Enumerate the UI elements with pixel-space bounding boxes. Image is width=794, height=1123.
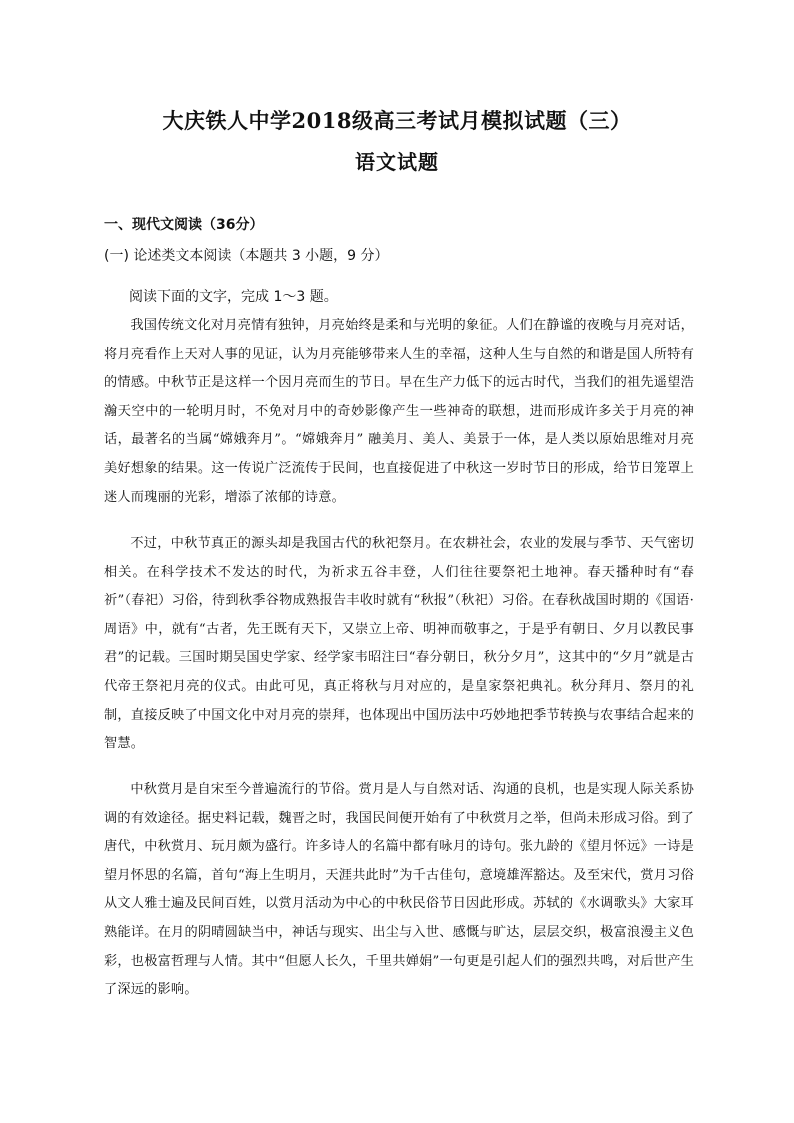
exam-title: 大庆铁人中学2018级高三考试月模拟试题（三） (162, 108, 632, 133)
reading-instruction: 阅读下面的文字，完成 1～3 题。 (129, 289, 338, 305)
passage-paragraph-2: 不过，中秋节真正的源头却是我国古代的秋祀祭月。在农耕社会，农业的发展与季节、天气密切相关。在科学技术不发达的时代，为祈求五谷丰登，人们往往要祭祀土地神。春天播种时有“春祈”（春祀）习俗，待到秋季谷物成熟报告丰收时就有“秋报”（秋祀）习俗。在春秋战国时期的《国语·周语》中，就有“古者，先王既有天下，又崇立上帝、明神而敬事之，于是乎有朝日、夕月以教民事君”的记载。三国时期吴国史学家、经学家韦昭注曰“春分朝日，秋分夕月”，这其中的“夕月”就是古代帝王祭祀月亮的仪式。由此可见，真正将秋与月对应的，是皇家祭祀典礼。秋分拜月、祭月的礼制，直接反映了中国文化中对月亮的崇拜，也体现出中国历法中巧妙地把季节转换与农事结合起来的智慧。 (104, 536, 694, 752)
subsection-heading: (一) 论述类文本阅读（本题共 3 小题，9 分） (104, 248, 389, 264)
section-heading: 一、现代文阅读（36分） (104, 217, 264, 233)
passage-paragraph-3: 中秋赏月是自宋至今普遍流行的节俗。赏月是人与自然对话、沟通的良机，也是实现人际关系协调的有效途径。据史料记载，魏晋之时，我国民间便开始有了中秋赏月之举，但尚未形成习俗。到了唐代，中秋赏月、玩月颇为盛行。许多诗人的名篇中都有咏月的诗句。张九龄的《望月怀远》一诗是望月怀思的名篇，首句“海上生明月，天涯共此时”为千古佳句，意境雄浑豁达。及至宋代，赏月习俗从文人雅士遍及民间百姓，以赏月活动为中心的中秋民俗节日因此形成。苏轼的《水调歌头》大家耳熟能详。在月的阴晴圆缺当中，神话与现实、出尘与入世、感慨与旷达，层层交织，极富浪漫主义色彩，也极富哲理与人情。其中“但愿人长久，千里共婵娟”一句更是引起人们的强烈共鸣，对后世产生了深远的影响。 (104, 782, 694, 998)
passage-paragraph-1: 我国传统文化对月亮情有独钟，月亮始终是柔和与光明的象征。人们在静谧的夜晚与月亮对话，将月亮看作上天对人事的见证，认为月亮能够带来人生的幸福，这种人生与自然的和谐是国人所特有的情感。中秋节正是这样一个因月亮而生的节日。早在生产力低下的远古时代，当我们的祖先遥望浩瀚天空中的一轮明月时，不免对月中的奇妙影像产生一些神奇的联想，进而形成许多关于月亮的神话，最著名的当属“嫦娥奔月”。“嫦娥奔月” 融美月、美人、美景于一体，是人类以原始思维对月亮美好想象的结果。这一传说广泛流传于民间，也直接促进了中秋这一岁时节日的形成，给节日笼罩上迷人而瑰丽的光彩，增添了浓郁的诗意。 (104, 318, 694, 505)
exam-subject: 语文试题 (355, 150, 439, 174)
